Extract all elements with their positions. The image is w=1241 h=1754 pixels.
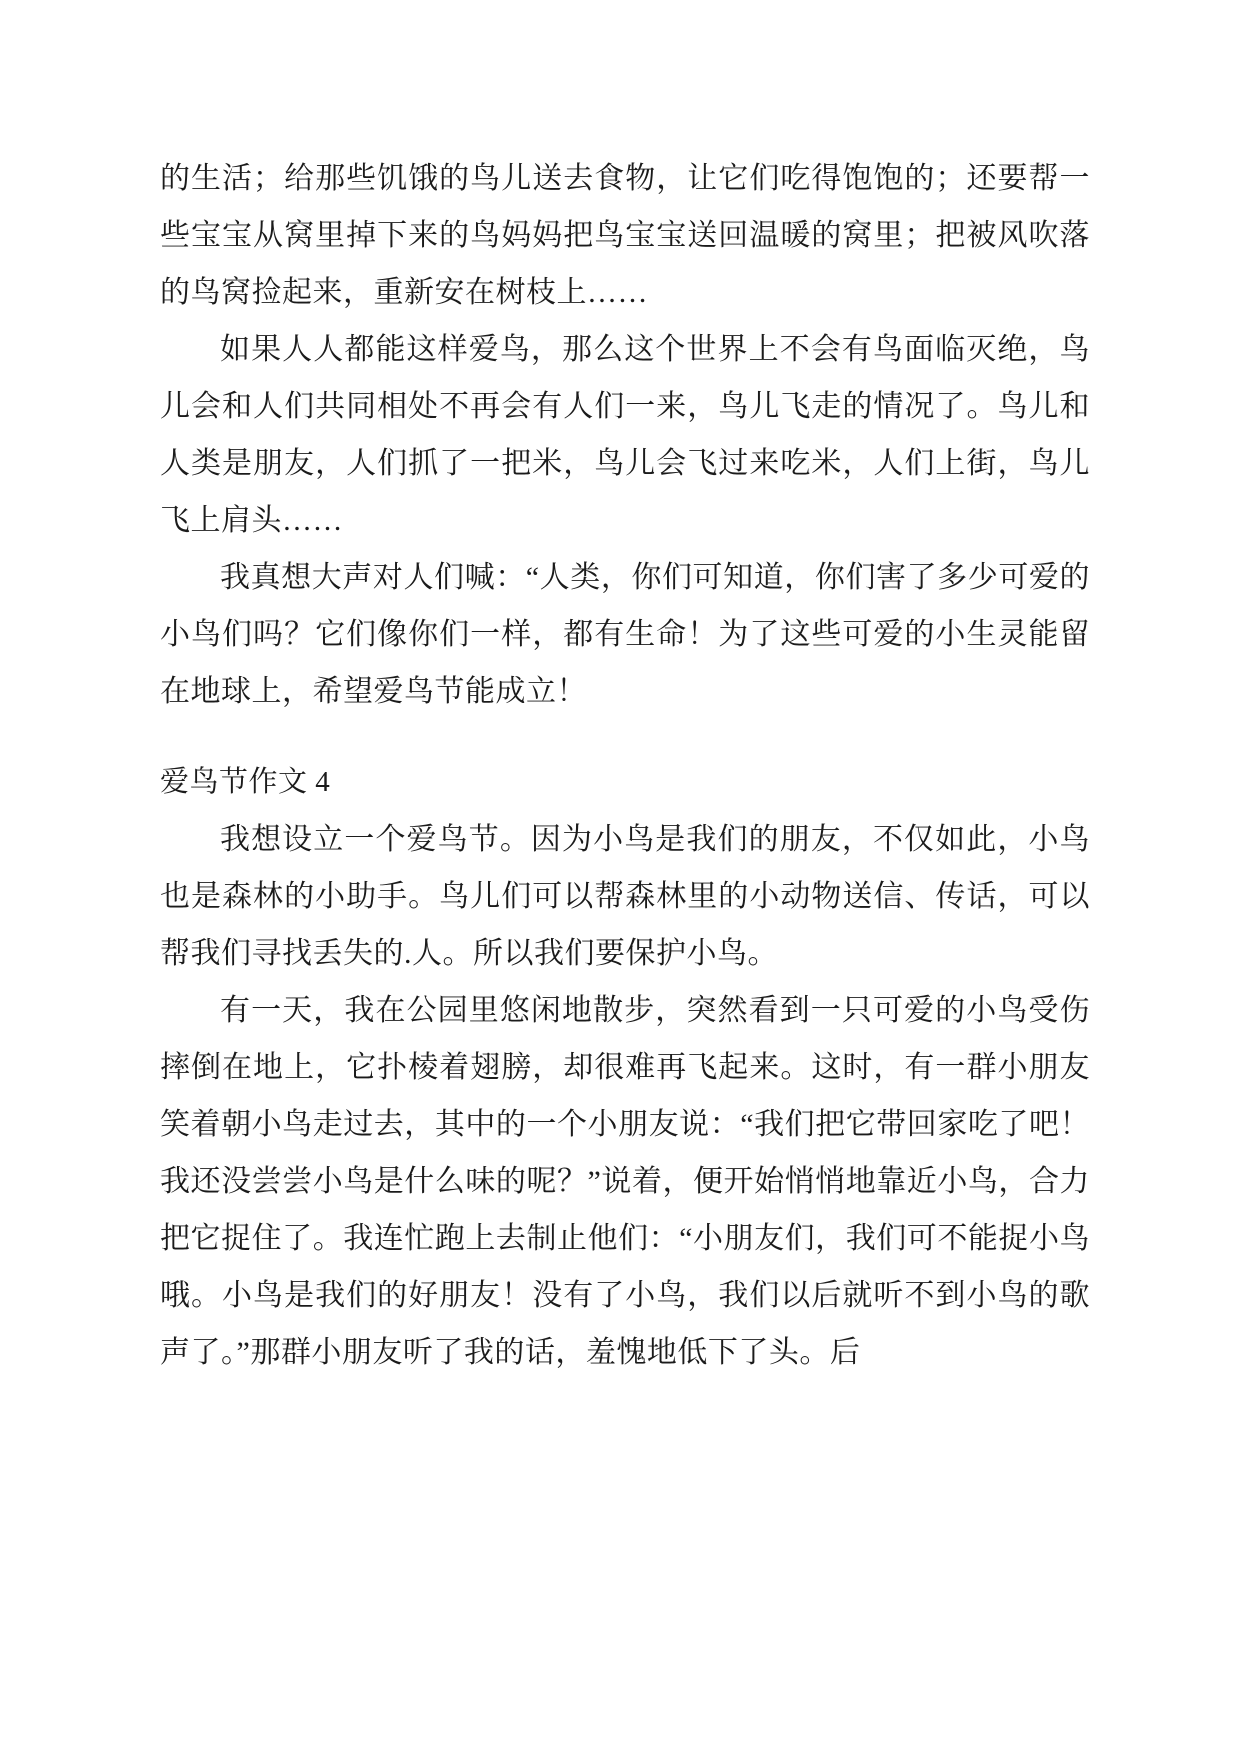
section-spacer [160, 720, 1090, 754]
paragraph-if-everyone-loves-birds: 如果人人都能这样爱鸟，那么这个世界上不会有鸟面临灭绝，鸟儿会和人们共同相处不再会有人们一来，鸟儿飞走的情况了。鸟儿和人类是朋友，人们抓了一把米，鸟儿会飞过来吃米，人们上街，鸟儿飞上肩头…… [160, 333, 1090, 537]
paragraph-establish-bird-day: 我想设立一个爱鸟节。因为小鸟是我们的朋友，不仅如此，小鸟也是森林的小助手。鸟儿们可以帮森林里的小动物送信、传话，可以帮我们寻找丢失的.人。所以我们要保护小鸟。 [160, 823, 1090, 970]
document-body [160, 150, 1090, 1381]
paragraph-continuation: 的生活；给那些饥饿的鸟儿送去食物，让它们吃得饱饱的；还要帮一些宝宝从窝里掉下来的鸟妈妈把鸟宝宝送回温暖的窝里；把被风吹落的鸟窝捡起来，重新安在树枝上…… [160, 162, 1090, 309]
paragraph-one-day-in-the-park: 有一天，我在公园里悠闲地散步，突然看到一只可爱的小鸟受伤摔倒在地上，它扑棱着翅膀，却很难再飞起来。这时，有一群小朋友笑着朝小鸟走过去，其中的一个小朋友说：“我们把它带回家吃了吧！我还没尝尝小鸟是什么味的呢？”说着，便开始悄悄地靠近小鸟，合力把它捉住了。我连忙跑上去制止他们：“小朋友们，我们可不能捉小鸟哦。小鸟是我们的好朋友！没有了小鸟，我们以后就听不到小鸟的歌声了。”那群小朋友听了我的话，羞愧地低下了头。后 [160, 994, 1090, 1369]
paragraph-shout-to-people: 我真想大声对人们喊：“人类，你们可知道，你们害了多少可爱的小鸟们吗？它们像你们一样，都有生命！为了这些可爱的小生灵能留在地球上，希望爱鸟节能成立！ [160, 561, 1090, 708]
section-heading-essay-4: 爱鸟节作文 4 [160, 766, 331, 798]
